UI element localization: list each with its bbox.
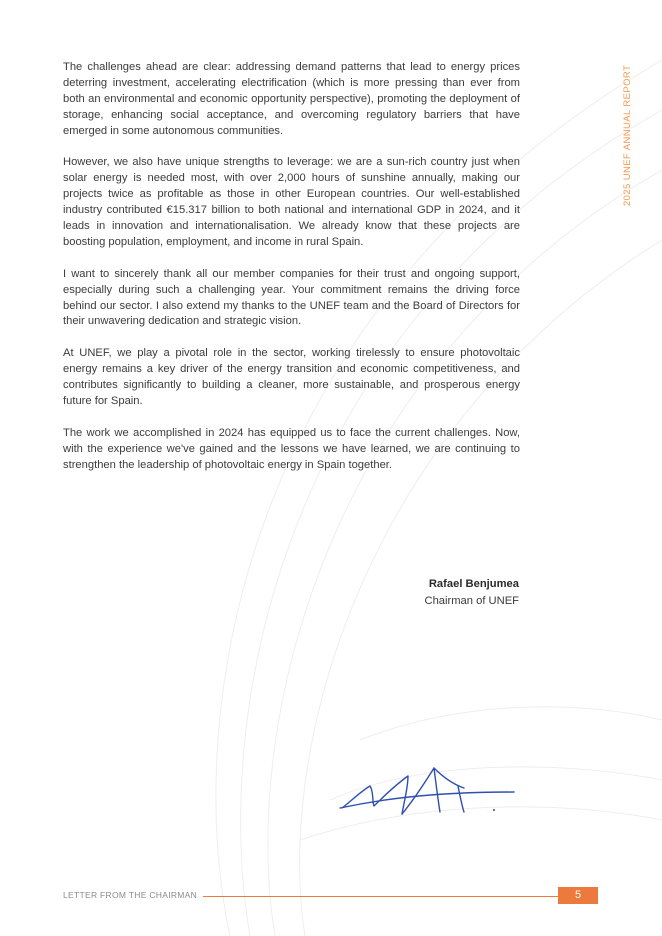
paragraph: At UNEF, we play a pivotal role in the sector, working tirelessly to ensure photovoltaic energy remains a key driver of the energy transition and economic competitiveness, and contributes significantly to building a cleaner, more sustainable, and prosperous energy future for Spain. [63, 347, 520, 407]
paragraph: The challenges ahead are clear: addressing demand patterns that lead to energy prices deterring investment, accelerating electrification (which is more pressing than ever from both an environmental and economic opportunity perspective), promoting the deployment of storage, enhancing social acceptance, and overcoming regulatory barriers that have emerged in some autonomous communities. [63, 61, 520, 137]
paragraph: I want to sincerely thank all our member companies for their trust and ongoing support, especially during such a challenging year. Your commitment remains the driving force behind our sector. I also extend my thanks to the UNEF team and the Board of Directors for their unwavering dedication and strategic vision. [63, 267, 520, 328]
handwritten-signature [338, 762, 518, 822]
report-side-title: 2025 UNEF ANNUAL REPORT [622, 64, 633, 206]
page-number: 5 [558, 887, 598, 904]
paragraph: However, we also have unique strengths to leverage: we are a sun-rich country just when solar energy is needed most, with over 2,000 hours of sunshine annually, making our projects twice as profitable as those in other European countries. Our well-established industry contributed €15.317 billion to both national and international GDP in 2024, and it leads in innovation and internationalisation. We already know that these projects are boosting population, employment, and income in rural Spain. [63, 156, 520, 248]
footer-section-label: LETTER FROM THE CHAIRMAN [63, 890, 198, 900]
letter-body [63, 60, 520, 489]
paragraph: The work we accomplished in 2024 has equipped us to face the current challenges. Now, with the experience we've gained and the lessons we have learned, we are continuing to strengthen the leadership of photovoltaic energy in Spain together. [63, 426, 520, 471]
signatory-name: Rafael Benjumea [428, 578, 519, 590]
footer-divider [203, 896, 558, 897]
signatory-role: Chairman of UNEF [424, 595, 519, 607]
